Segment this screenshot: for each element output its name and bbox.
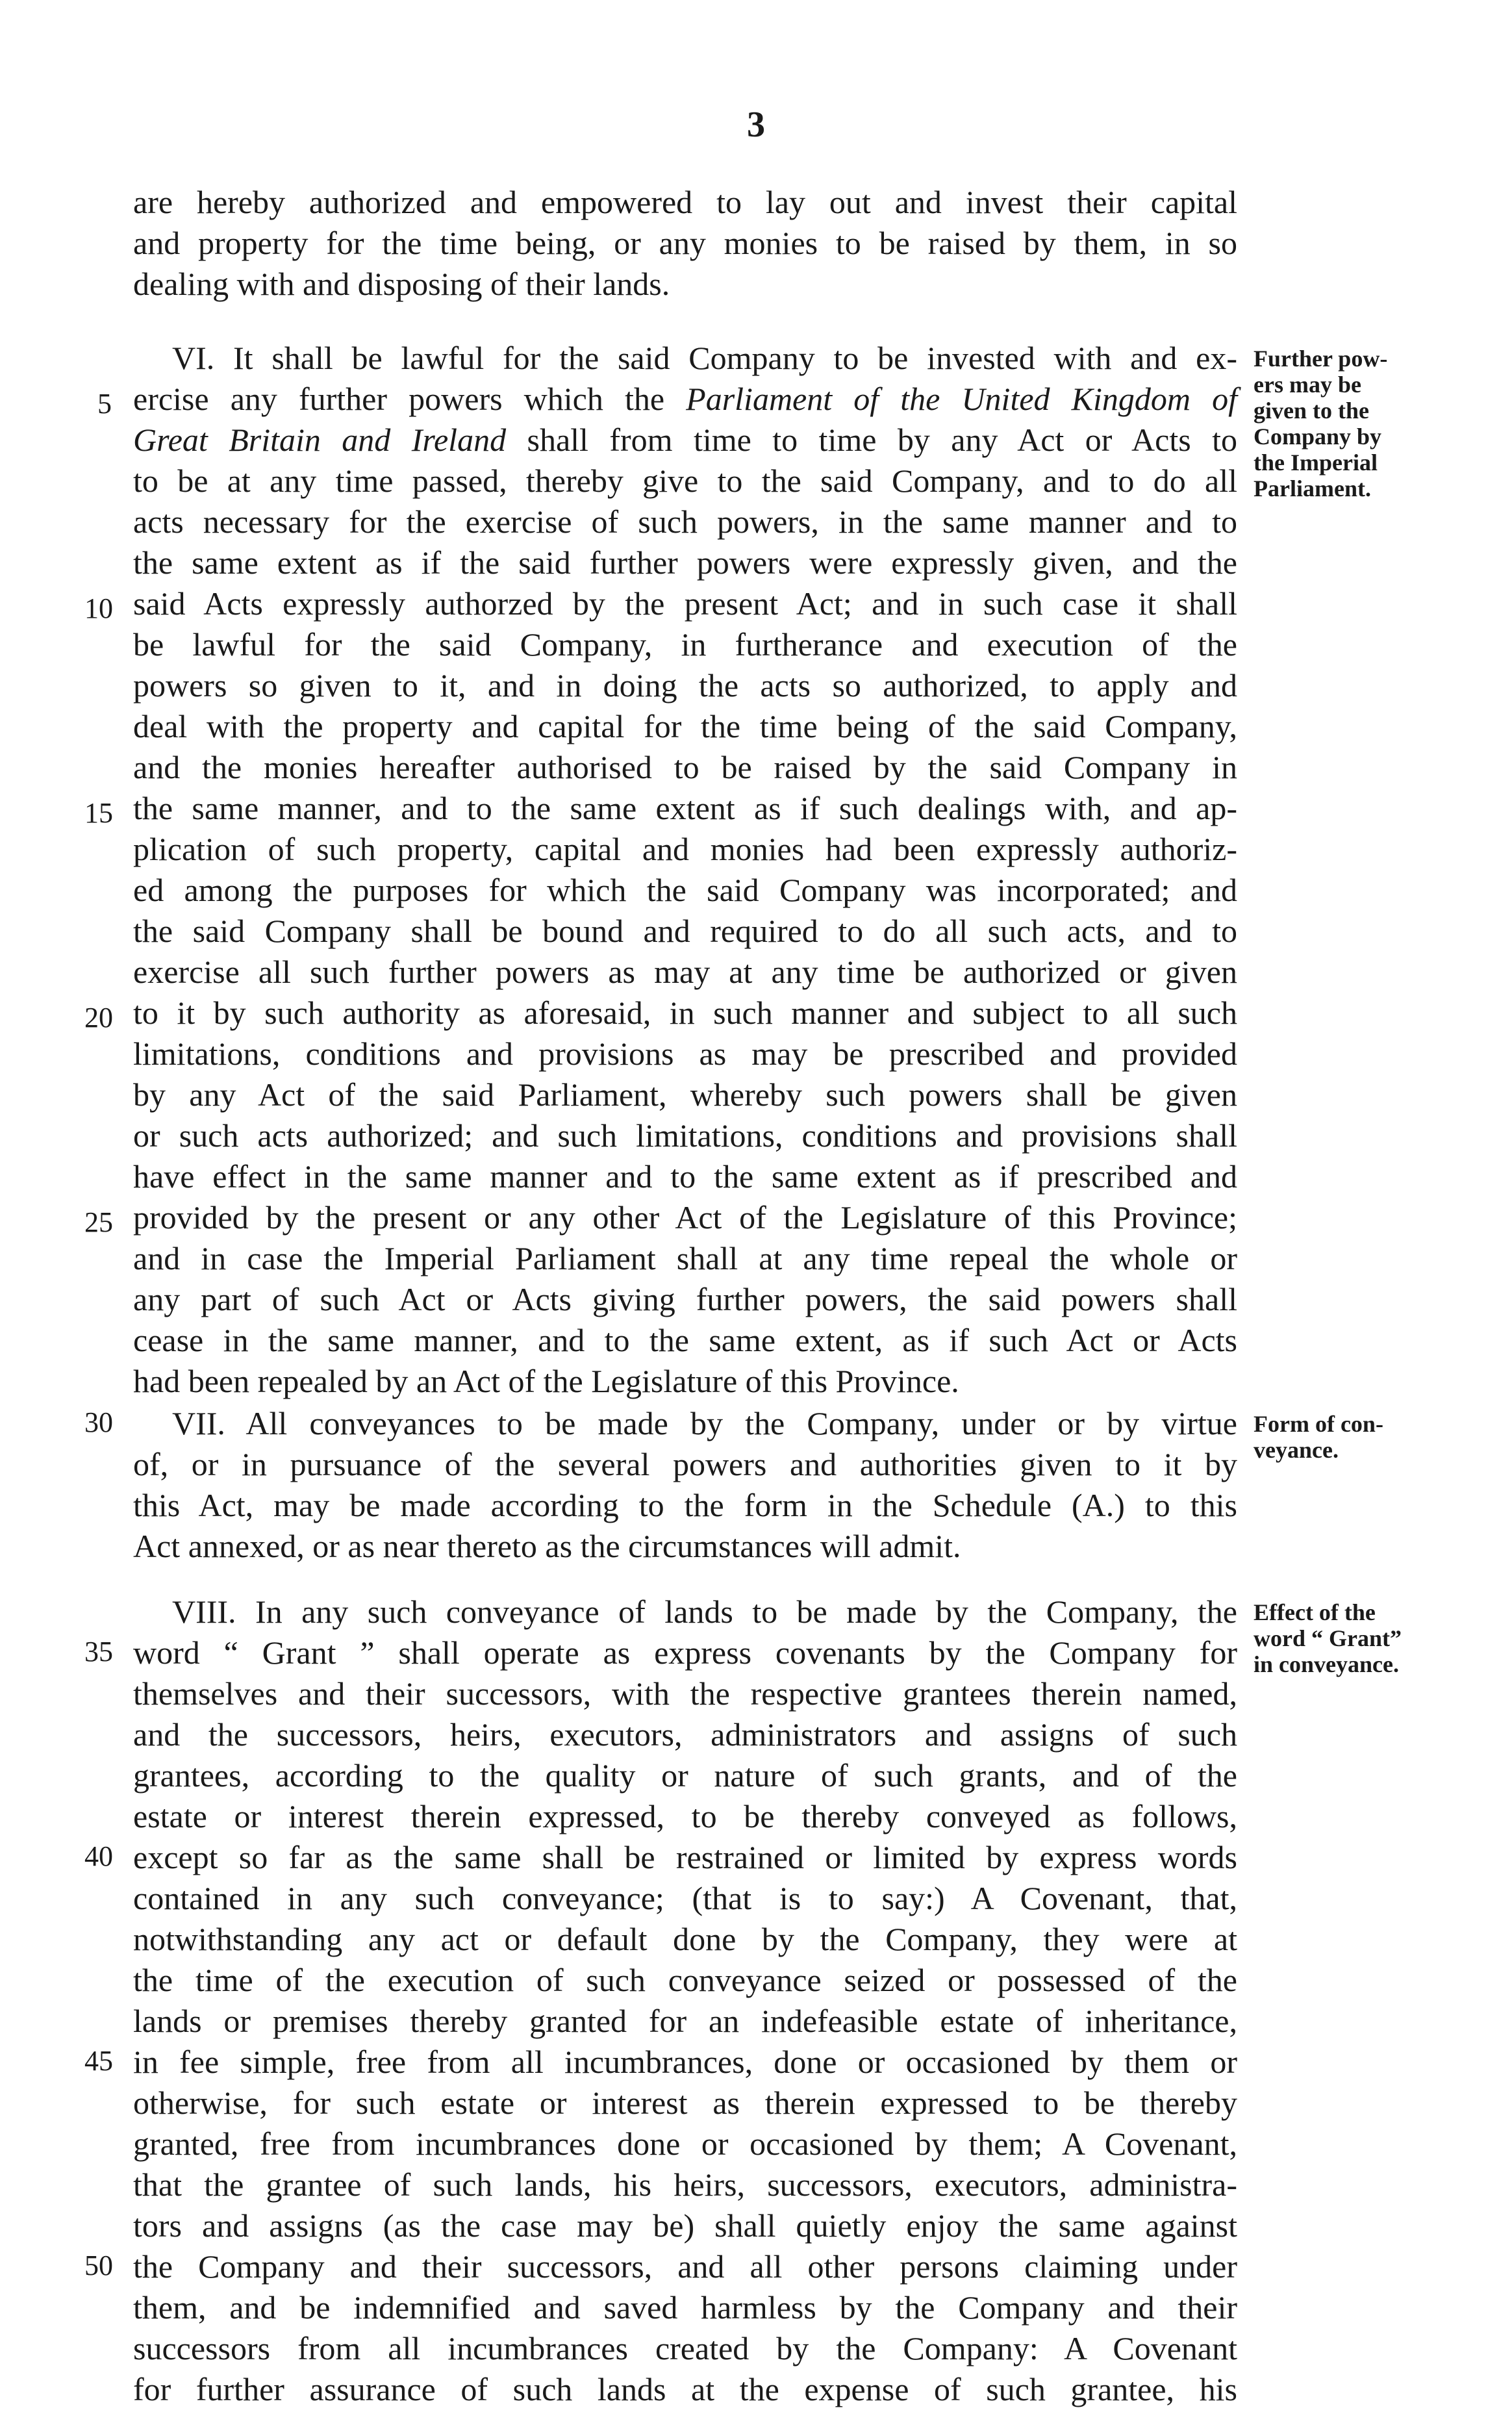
margin-note-line: Form of con-	[1254, 1411, 1383, 1437]
text-line: themselves and their successors, with the respective grantees therein named,	[133, 1675, 1237, 1712]
margin-note-line: veyance.	[1254, 1437, 1339, 1463]
section-viii	[133, 1592, 1237, 2410]
text-line: tors and assigns (as the case may be) shall quietly enjoy the same against	[133, 2207, 1237, 2244]
line-number: 25	[84, 1206, 113, 1238]
text-line: and property for the time being, or any monies to be raised by them, in so	[133, 225, 1237, 261]
margin-note-line: word “ Grant”	[1254, 1625, 1402, 1651]
text-line: VI. It shall be lawful for the said Company to be invested with and ex-	[172, 340, 1237, 376]
text-line: limitations, conditions and provisions as may be prescribed and provided	[133, 1035, 1237, 1072]
text-line: the said Company shall be bound and required to do all such acts, and to	[133, 913, 1237, 949]
margin-note-line: the Imperial	[1254, 450, 1378, 476]
text-line: deal with the property and capital for the time being of the said Company,	[133, 708, 1237, 744]
text-line: otherwise, for such estate or interest as therein expressed to be thereby	[133, 2085, 1237, 2121]
text-line: plication of such property, capital and monies had been expressly authoriz-	[133, 831, 1237, 867]
text-line: this Act, may be made according to the form in the Schedule (A.) to this	[133, 1487, 1237, 1523]
margin-note-line: in conveyance.	[1254, 1651, 1399, 1677]
text-line: word “ Grant ” shall operate as express covenants by the Company for	[133, 1634, 1237, 1671]
text-line	[133, 420, 1237, 461]
text-line: and the successors, heirs, executors, administrators and assigns of such	[133, 1716, 1237, 1753]
text-line: to be at any time passed, thereby give to the said Company, and to do all	[133, 463, 1237, 499]
text-line: and in case the Imperial Parliament shall at any time repeal the whole or	[133, 1240, 1237, 1276]
text-line: the same manner, and to the same extent as if such dealings with, and ap-	[133, 790, 1237, 826]
margin-note-further-powers	[1254, 346, 1487, 501]
margin-note-line: ers may be	[1254, 372, 1361, 398]
margin-note-form-of-conveyance	[1254, 1411, 1487, 1463]
text-line: are hereby authorized and empowered to lay out and invest their capital	[133, 184, 1237, 220]
text-line: VIII. In any such conveyance of lands to be made by the Company, the	[172, 1593, 1237, 1630]
text-line: for further assurance of such lands at the expense of such grantee, his	[133, 2371, 1237, 2407]
line-number: 10	[84, 592, 113, 624]
text-line: contained in any such conveyance; (that is to say:) A Covenant, that,	[133, 1880, 1237, 1916]
text-line: granted, free from incumbrances done or occasioned by them; A Covenant,	[133, 2125, 1237, 2162]
line-number: 20	[84, 1002, 113, 1034]
margin-note-line: Parliament.	[1254, 476, 1371, 501]
section-vi	[133, 338, 1237, 1402]
text-line: or such acts authorized; and such limitations, conditions and provisions shall	[133, 1117, 1237, 1154]
margin-note-line: Further pow-	[1254, 346, 1388, 372]
text-line: in fee simple, free from all incumbrances, done or occasioned by them or	[133, 2044, 1237, 2080]
margin-note-line: given to the	[1254, 398, 1369, 424]
italic-text: Great Britain and Ireland	[133, 422, 507, 458]
text-line: successors from all incumbrances created by the Company: A Covenant	[133, 2330, 1237, 2366]
italic-text: Parliament of the United Kingdom of	[686, 381, 1237, 417]
text-line: estate or interest therein expressed, to be thereby conveyed as follows,	[133, 1798, 1237, 1834]
text-line: notwithstanding any act or default done by the Company, they were at	[133, 1921, 1237, 1957]
text-line: and the monies hereafter authorised to be raised by the said Company in	[133, 749, 1237, 785]
text-line: had been repealed by an Act of the Legislature of this Province.	[133, 1363, 959, 1399]
text-line: said Acts expressly authorzed by the present Act; and in such case it shall	[133, 585, 1237, 622]
text-line: dealing with and disposing of their lands.	[133, 266, 670, 302]
margin-note-line: Company by	[1254, 424, 1382, 450]
text-line: that the grantee of such lands, his heirs, successors, executors, administra-	[133, 2166, 1237, 2203]
text-line: ed among the purposes for which the said Company was incorporated; and	[133, 872, 1237, 908]
text-line: acts necessary for the exercise of such powers, in the same manner and to	[133, 503, 1237, 540]
text-line: the time of the execution of such conveyance seized or possessed of the	[133, 1962, 1237, 1998]
line-number: 30	[84, 1406, 113, 1438]
text-line: cease in the same manner, and to the same extent, as if such Act or Acts	[133, 1322, 1237, 1358]
text-fragment: ercise any further powers which the	[133, 381, 687, 417]
line-number: 50	[84, 2250, 113, 2281]
line-number: 35	[84, 1636, 113, 1668]
line-number: 45	[84, 2045, 113, 2077]
text-line: any part of such Act or Acts giving further powers, the said powers shall	[133, 1281, 1237, 1317]
text-line: be lawful for the said Company, in furtherance and execution of the	[133, 626, 1237, 663]
text-line: them, and be indemnified and saved harmless by the Company and their	[133, 2289, 1237, 2326]
text-line: lands or premises thereby granted for an indefeasible estate of inheritance,	[133, 2003, 1237, 2039]
text-line: to it by such authority as aforesaid, in such manner and subject to all such	[133, 995, 1237, 1031]
text-fragment: shall from time to time by any Act or Acts to	[506, 422, 1238, 458]
line-number: 40	[84, 1840, 113, 1872]
margin-note-line: Effect of the	[1254, 1599, 1376, 1625]
text-line: have effect in the same manner and to the same extent as if prescribed and	[133, 1158, 1237, 1195]
text-line: the same extent as if the said further powers were expressly given, and the	[133, 544, 1237, 581]
text-line: VII. All conveyances to be made by the Company, under or by virtue	[172, 1405, 1237, 1441]
text-line: the Company and their successors, and all other persons claiming under	[133, 2248, 1237, 2285]
margin-note-effect-of-grant	[1254, 1599, 1487, 1677]
text-line: provided by the present or any other Act of the Legislature of this Province;	[133, 1199, 1237, 1236]
text-line	[133, 379, 1237, 420]
section-vii	[133, 1403, 1237, 1567]
line-number: 15	[84, 797, 113, 829]
text-line: exercise all such further powers as may at any time be authorized or given	[133, 954, 1237, 990]
page-number: 3	[747, 105, 765, 145]
text-line: of, or in pursuance of the several powers and authorities given to it by	[133, 1446, 1237, 1482]
text-line: powers so given to it, and in doing the acts so authorized, to apply and	[133, 667, 1237, 704]
line-number: 5	[97, 388, 112, 420]
text-line: grantees, according to the quality or nature of such grants, and of the	[133, 1757, 1237, 1794]
text-line: Act annexed, or as near thereto as the circumstances will admit.	[133, 1528, 961, 1564]
paragraph-1	[133, 182, 1237, 305]
text-line: by any Act of the said Parliament, whereby such powers shall be given	[133, 1076, 1237, 1113]
text-line: except so far as the same shall be restrained or limited by express words	[133, 1839, 1237, 1875]
